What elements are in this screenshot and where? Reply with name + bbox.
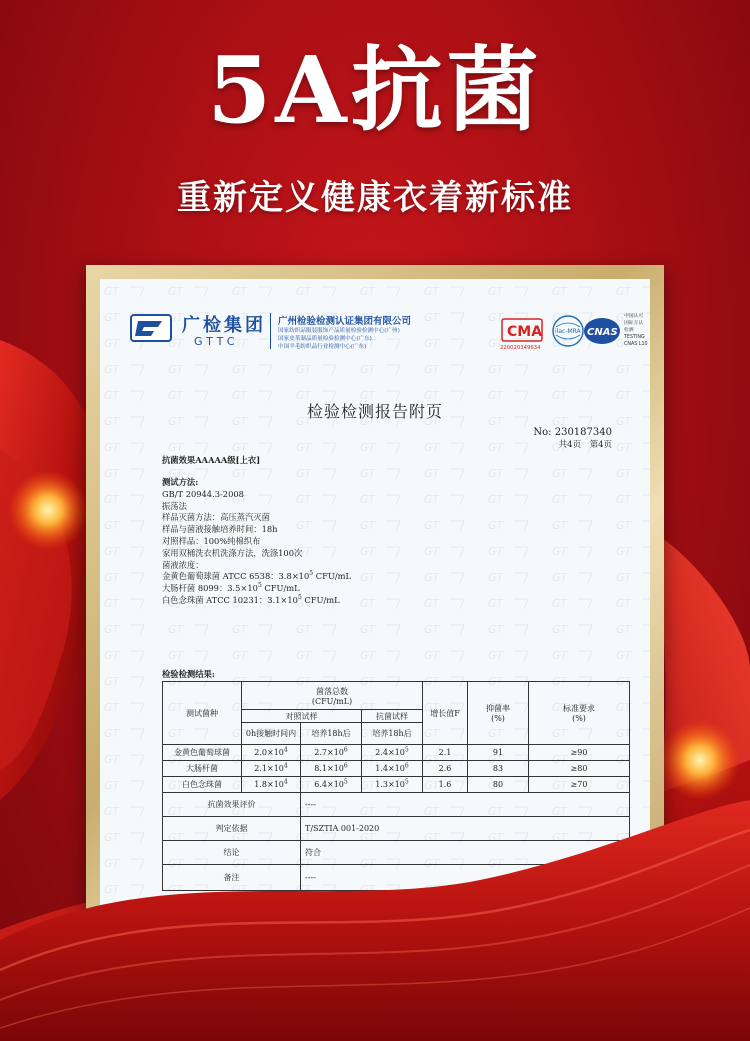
gttc-logo-icon bbox=[130, 313, 174, 343]
th-std bbox=[529, 682, 630, 745]
method-line: 样品与菌液接触培养时间：18h bbox=[162, 524, 278, 535]
header-divider bbox=[270, 313, 271, 349]
accreditation-marks bbox=[500, 311, 650, 359]
bacteria-line bbox=[162, 595, 351, 607]
bacteria-line bbox=[162, 583, 351, 595]
eval-value: ---- bbox=[301, 793, 630, 817]
bacteria-unit: CFU/mL bbox=[261, 583, 300, 594]
th-std-label: 标准要求 bbox=[563, 704, 595, 713]
method-line: 振荡法 bbox=[162, 500, 187, 511]
page-info: 共4页 第4页 bbox=[558, 440, 612, 450]
flame-glow-left bbox=[8, 470, 88, 550]
th-18h-antibac: 培养18h后 bbox=[362, 723, 423, 745]
cnas-label: CNAS bbox=[587, 327, 618, 338]
basis-label: 判定依据 bbox=[163, 817, 301, 841]
th-0h: 0h接触时间内 bbox=[242, 723, 301, 745]
cell-a18: $1.3\times 10^5$ bbox=[362, 777, 423, 793]
org-line: 国家皮革制品质量检验检测中心(广东) bbox=[278, 336, 372, 342]
method-heading: 测试方法: bbox=[162, 477, 199, 487]
th-control: 对照试样 bbox=[242, 710, 362, 723]
org-title: 广州检验检测认证集团有限公司 bbox=[278, 316, 412, 327]
cnas-side-line: 国际互认 bbox=[624, 321, 644, 326]
cell-a18: $1.4\times 10^6$ bbox=[362, 761, 423, 777]
report-number-block bbox=[533, 427, 612, 450]
cell-c18: $6.4\times 10^5$ bbox=[301, 777, 362, 793]
table-row bbox=[163, 745, 630, 761]
results-heading: 检验检测结果: bbox=[162, 669, 215, 679]
th-growth: 增长值F bbox=[423, 682, 468, 745]
cnas-side-line: 中国认可 bbox=[624, 314, 644, 319]
th-18h-control: 培养18h后 bbox=[301, 723, 362, 745]
banner-subtitle: 重新定义健康衣着新标准 bbox=[177, 178, 573, 218]
cell-rate: 83 bbox=[468, 761, 529, 777]
bacteria-name: 金黄色葡萄球菌 ATCC 6538：3.8×10 bbox=[162, 571, 310, 582]
bacteria-unit: CFU/mL bbox=[313, 571, 351, 582]
basis-value: T/SZTIA 001-2020 bbox=[301, 817, 630, 841]
bacteria-unit: CFU/mL bbox=[301, 594, 340, 605]
ilac-label: ilac-MRA bbox=[555, 328, 581, 335]
cell-growth: 1.6 bbox=[423, 777, 468, 793]
bacteria-name: 白色念珠菌 ATCC 10231：3.1×10 bbox=[162, 594, 298, 605]
cell-rate: 91 bbox=[468, 745, 529, 761]
cell-strain: 白色念珠菌 bbox=[163, 777, 242, 793]
method-line: 菌液浓度： bbox=[162, 559, 204, 570]
cell-c0: $2.0\times 10^4$ bbox=[242, 745, 301, 761]
cell-strain: 大肠杆菌 bbox=[163, 761, 242, 777]
report-number: No: 230187340 bbox=[533, 427, 612, 438]
cell-c18: $2.7\times 10^6$ bbox=[301, 745, 362, 761]
org-line: 国家纺织品服装服饰产品质量检验检测中心(广州) bbox=[278, 328, 400, 334]
cma-number: 220020349634 bbox=[500, 345, 541, 351]
table-row bbox=[163, 777, 630, 793]
cell-growth: 2.6 bbox=[423, 761, 468, 777]
red-fabric-foreground bbox=[0, 800, 750, 1041]
report-header bbox=[130, 303, 648, 363]
conclusion-label: 结论 bbox=[163, 841, 301, 865]
cell-growth: 2.1 bbox=[423, 745, 468, 761]
th-antibac: 抗菌试样 bbox=[362, 710, 423, 723]
conclusion-value: 符合 bbox=[301, 841, 630, 865]
th-rate-unit: (%) bbox=[491, 714, 505, 723]
flame-glow-right bbox=[660, 720, 740, 800]
remark-value: ---- bbox=[301, 865, 630, 891]
company-name-en: GTTC bbox=[194, 335, 239, 348]
th-colony-label: 菌落总数 bbox=[316, 686, 348, 696]
item-heading: 抗菌效果AAAAA级[上衣] bbox=[162, 455, 261, 465]
cnas-side-line: 检测 bbox=[624, 328, 634, 333]
method-line: 家用双桶洗衣机洗涤方法，洗涤100次 bbox=[162, 547, 303, 558]
th-colony-unit: (CFU/mL) bbox=[311, 696, 353, 706]
cell-std: ≥80 bbox=[529, 761, 630, 777]
cell-std: ≥90 bbox=[529, 745, 630, 761]
cma-label: CMA bbox=[507, 324, 543, 340]
table-row bbox=[163, 761, 630, 777]
cell-strain: 金黄色葡萄球菌 bbox=[163, 745, 242, 761]
bacteria-line bbox=[162, 571, 351, 583]
cell-rate: 80 bbox=[468, 777, 529, 793]
method-line: 对照样品：100%纯棉织布 bbox=[162, 535, 261, 546]
bacteria-exp: 5 bbox=[257, 582, 262, 590]
cnas-side-text bbox=[623, 312, 648, 347]
method-line: GB/T 20944.3-2008 bbox=[162, 488, 244, 499]
banner-title: 5A抗菌 bbox=[207, 36, 543, 144]
remark-label: 备注 bbox=[163, 865, 301, 891]
report-title: 检验检测报告附页 bbox=[306, 402, 443, 421]
org-line: 中国羊毛纺织品行业检测中心(广东) bbox=[278, 344, 367, 350]
cell-a18: $2.4\times 10^5$ bbox=[362, 745, 423, 761]
eval-label: 抗菌效果评价 bbox=[163, 793, 301, 817]
ilac-mra-icon bbox=[553, 316, 583, 346]
th-strain: 测试菌种 bbox=[163, 682, 242, 745]
method-section bbox=[162, 477, 351, 607]
cnas-side-line: TESTING bbox=[624, 335, 645, 340]
accreditation-logos bbox=[500, 311, 650, 355]
cnas-side-line: CNAS L10 bbox=[624, 342, 648, 347]
th-colony bbox=[242, 682, 423, 710]
th-std-unit: (%) bbox=[572, 714, 586, 723]
cell-std: ≥70 bbox=[529, 777, 630, 793]
cma-mark-icon bbox=[500, 319, 542, 351]
company-name-cn: 广检集团 bbox=[182, 315, 266, 336]
method-line: 样品灭菌方法：高压蒸汽灭菌 bbox=[162, 512, 270, 523]
table-header-row bbox=[163, 682, 630, 710]
cell-c0: $1.8\times 10^4$ bbox=[242, 777, 301, 793]
bacteria-exp: 5 bbox=[309, 570, 314, 578]
th-rate-label: 抑菌率 bbox=[486, 704, 510, 713]
org-block bbox=[278, 313, 411, 351]
cnas-icon bbox=[584, 318, 620, 344]
cell-c18: $8.1\times 10^6$ bbox=[301, 761, 362, 777]
th-rate bbox=[468, 682, 529, 745]
bacteria-name: 大肠杆菌 8099：3.5×10 bbox=[162, 583, 258, 594]
bacteria-exp: 5 bbox=[297, 594, 302, 602]
cell-c0: $2.1\times 10^4$ bbox=[242, 761, 301, 777]
